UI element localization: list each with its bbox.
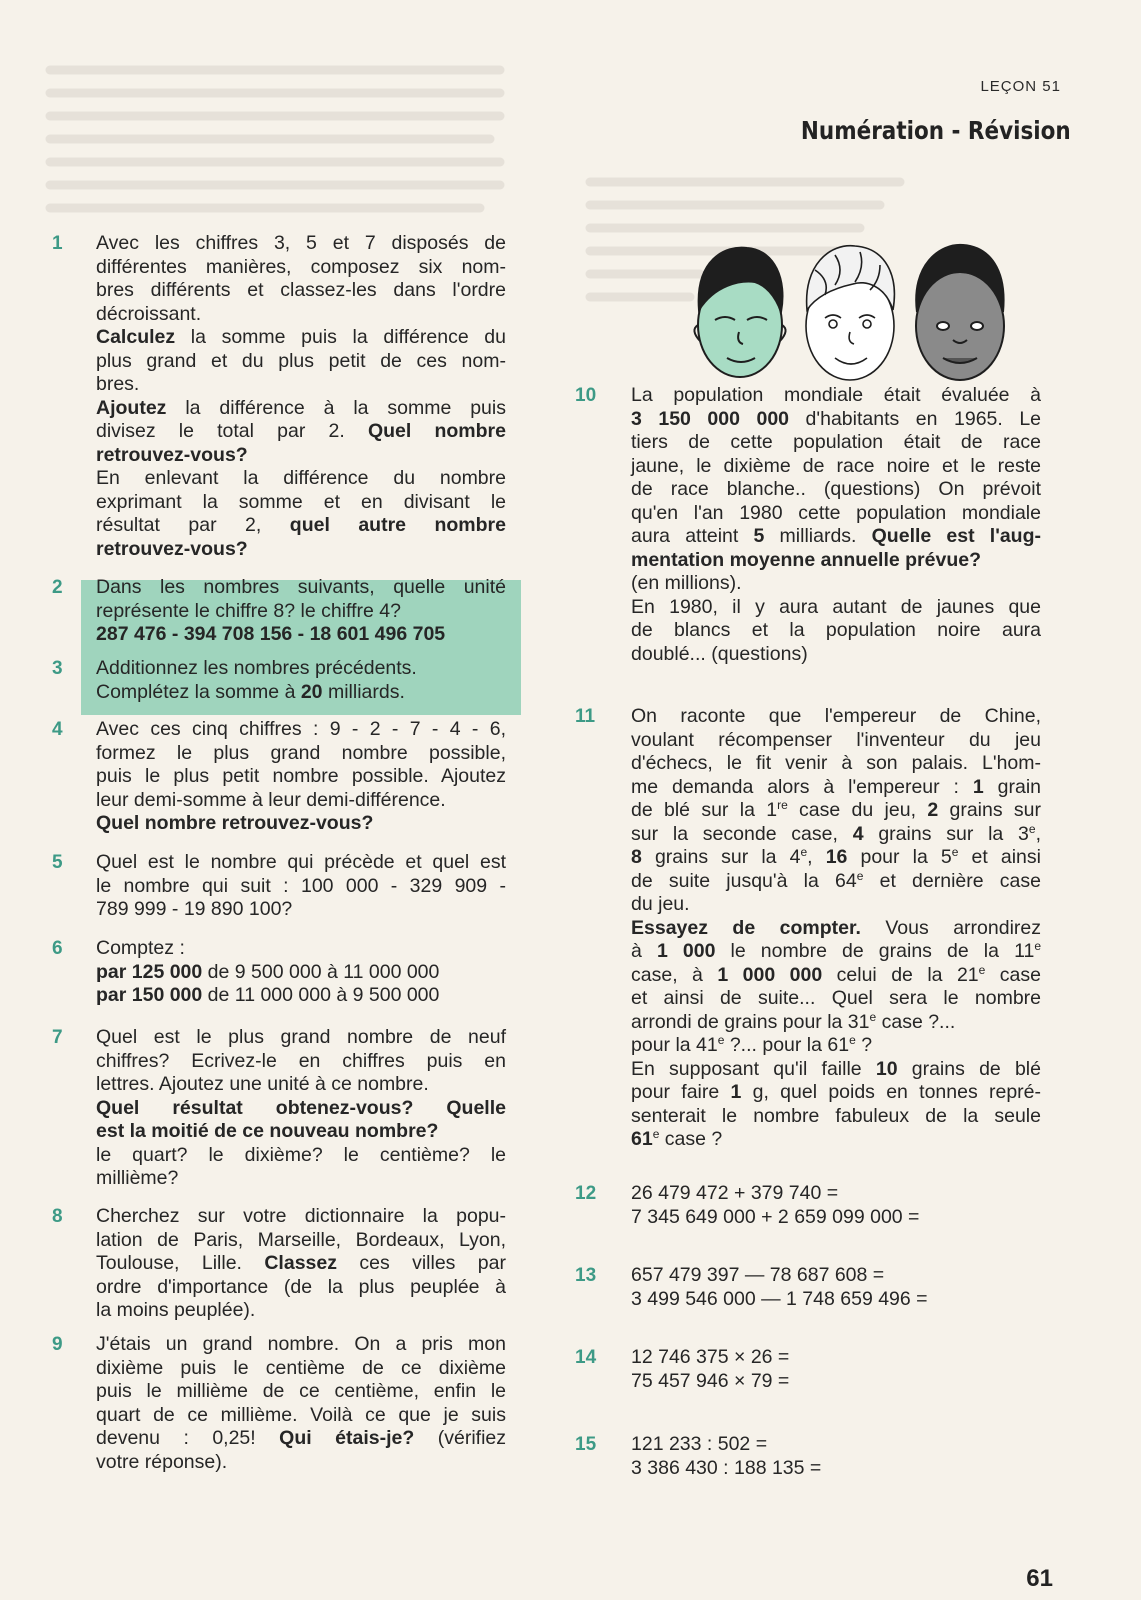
text-line: pour faire 1 g, quel poids en tonnes repré- — [631, 1081, 1041, 1103]
exercise-number: 2 — [52, 577, 63, 598]
text-line: millième? — [96, 1167, 179, 1189]
text-line: la moins peuplée). — [96, 1299, 256, 1321]
text-line: de suite jusqu'à la 64e et dernière case — [631, 868, 1041, 892]
text-line: le quart? le dixième? le centième? le — [96, 1143, 506, 1166]
text-line: voulant récompenser l'inventeur du jeu — [631, 728, 1041, 751]
exercise-number: 8 — [52, 1206, 63, 1227]
text-line: par 150 000 de 11 000 000 à 9 500 000 — [96, 984, 440, 1006]
text-line: doublé... (questions) — [631, 642, 808, 665]
face-right-icon — [916, 245, 1004, 380]
text-line: exprimant la somme et en divisant le — [96, 490, 506, 513]
text-line: aura atteint 5 milliards. Quelle est l'aug- — [631, 525, 1041, 547]
text-line: Calculez la somme puis la différence du — [96, 326, 506, 348]
text-line: En enlevant la différence du nombre — [96, 467, 506, 489]
text-line: Complétez la somme à 20 milliards. — [96, 680, 405, 703]
lesson-label: LEÇON 51 — [980, 78, 1061, 95]
text-line: 3 386 430 : 188 135 = — [631, 1456, 822, 1479]
text-line: On raconte que l'empereur de Chine, — [631, 705, 1041, 727]
text-line: dixième puis le centième de ce dixième — [96, 1356, 506, 1379]
exercise-4 — [52, 718, 506, 836]
text-line: case, à 1 000 000 celui de la 21e case — [631, 962, 1041, 986]
text-line: 789 999 - 19 890 100? — [96, 898, 293, 920]
text-line: 3 150 000 000 d'habitants en 1965. Le — [631, 407, 1042, 430]
text-line: retrouvez-vous? — [96, 537, 248, 560]
text-line: à 1 000 le nombre de grains de la 11e — [631, 939, 1041, 962]
text-line: par 125 000 de 9 500 000 à 11 000 000 — [96, 960, 440, 983]
text-line: ordre d'importance (de la plus peuplée à — [96, 1275, 506, 1298]
text-line: J'étais un grand nombre. On a pris mon — [96, 1333, 506, 1355]
text-line: tiers de cette population était de race — [631, 431, 1041, 453]
text-line: 61e case ? — [631, 1127, 723, 1150]
text-line: bres différents et classez-les dans l'ordre — [96, 279, 506, 301]
exercise-2 — [52, 576, 506, 647]
exercise-9 — [52, 1333, 506, 1474]
text-line: Quel est le nombre qui précède et quel est — [96, 851, 506, 873]
exercise-number: 1 — [52, 233, 63, 254]
text-line: 287 476 - 394 708 156 - 18 601 496 705 — [96, 623, 446, 645]
exercise-number: 10 — [575, 385, 597, 406]
exercise-6 — [52, 937, 506, 1008]
text-line: décroissant. — [96, 302, 202, 325]
exercise-5 — [52, 851, 506, 922]
text-line: le nombre qui suit : 100 000 - 329 909 - — [96, 874, 506, 897]
text-line: lation de Paris, Marseille, Bordeaux, Lyon, — [96, 1228, 506, 1251]
exercise-number: 14 — [575, 1347, 597, 1368]
text-line: est la moitié de ce nouveau nombre? — [96, 1120, 439, 1142]
text-line: La population mondiale était évaluée à — [631, 384, 1041, 406]
exercise-3 — [52, 657, 506, 704]
text-line: chiffres? Ecrivez-le en chiffres puis en — [96, 1049, 506, 1072]
exercise-14 — [575, 1346, 1041, 1393]
text-line: sur la seconde case, 4 grains sur la 3e, — [631, 821, 1041, 845]
text-line: Cherchez sur votre dictionnaire la popu- — [96, 1205, 506, 1227]
text-line: du jeu. — [631, 893, 690, 915]
text-line: résultat par 2, quel autre nombre — [96, 514, 506, 536]
exercise-number: 9 — [52, 1334, 63, 1355]
text-line: Quel résultat obtenez-vous? Quelle — [96, 1096, 506, 1119]
face-middle-icon — [806, 246, 894, 380]
exercise-number: 3 — [52, 658, 63, 679]
text-line: qu'en l'an 1980 cette population mondiale — [631, 501, 1041, 524]
text-line: formez le plus grand nombre possible, — [96, 741, 506, 764]
text-line: En 1980, il y aura autant de jaunes que — [631, 595, 1041, 618]
text-line: Quel nombre retrouvez-vous? — [96, 812, 374, 834]
text-line: jaune, le dixième de race noire et le reste — [631, 454, 1041, 477]
exercise-number: 11 — [575, 706, 596, 727]
text-line: Ajoutez la différence à la somme puis — [96, 396, 506, 419]
text-line: En supposant qu'il faille 10 grains de blé — [631, 1057, 1041, 1080]
text-line: Additionnez les nombres précédents. — [96, 657, 417, 679]
text-line: Quel est le plus grand nombre de neuf — [96, 1026, 506, 1048]
text-line: leur demi-somme à leur demi-différence. — [96, 788, 446, 811]
text-line: retrouvez-vous? — [96, 443, 248, 466]
text-line: 8 grains sur la 4e, 16 pour la 5e et ainsi — [631, 845, 1041, 868]
text-line: Essayez de compter. Vous arrondirez — [631, 916, 1041, 939]
text-line: différentes manières, composez six nom- — [96, 255, 506, 278]
text-line: divisez le total par 2. Quel nombre — [96, 420, 506, 442]
text-line: puis le millième de ce centième, enfin le — [96, 1380, 506, 1402]
text-line: 3 499 546 000 — 1 748 659 496 = — [631, 1287, 928, 1310]
exercise-7 — [52, 1026, 506, 1191]
exercise-15 — [575, 1433, 1041, 1480]
text-line: de blé sur la 1re case du jeu, 2 grains sur — [631, 798, 1041, 821]
exercise-11 — [575, 705, 1041, 1152]
text-line: quart de ce millième. Voilà ce que je suis — [96, 1403, 506, 1426]
text-line: (en millions). — [631, 572, 742, 594]
exercise-12 — [575, 1182, 1041, 1229]
text-line: senterait le nombre fabuleux de la seule — [631, 1104, 1041, 1127]
text-line: Dans les nombres suivants, quelle unité — [96, 576, 506, 598]
children-faces-illustration — [685, 240, 1015, 390]
page-title: Numération - Révision — [801, 116, 1071, 145]
text-line: me demanda alors à l'empereur : 1 grain — [631, 775, 1041, 798]
text-line: et ainsi de suite... Quel sera le nombre — [631, 987, 1041, 1009]
exercise-number: 6 — [52, 938, 63, 959]
exercise-1 — [52, 232, 506, 561]
text-line: lettres. Ajoutez une unité à ce nombre. — [96, 1073, 429, 1095]
exercise-number: 15 — [575, 1434, 597, 1455]
text-line: 26 479 472 + 379 740 = — [631, 1182, 839, 1204]
text-line: votre réponse). — [96, 1450, 228, 1473]
text-line: arrondi de grains pour la 31e case ?... — [631, 1009, 956, 1033]
text-line: de blancs et la population noire aura — [631, 619, 1041, 641]
text-line: mentation moyenne annuelle prévue? — [631, 548, 981, 571]
exercise-number: 4 — [52, 719, 63, 740]
text-line: 7 345 649 000 + 2 659 099 000 = — [631, 1205, 920, 1228]
text-line: 657 479 397 — 78 687 608 = — [631, 1264, 885, 1286]
exercise-number: 12 — [575, 1183, 597, 1204]
text-line: représente le chiffre 8? le chiffre 4? — [96, 599, 401, 622]
text-line: pour la 41e ?... pour la 61e ? — [631, 1033, 873, 1056]
exercise-number: 5 — [52, 852, 63, 873]
text-line: 12 746 375 × 26 = — [631, 1346, 790, 1368]
exercise-13 — [575, 1264, 1041, 1311]
text-line: devenu : 0,25! Qui étais-je? (vérifiez — [96, 1427, 506, 1449]
text-line: plus grand et du plus petit de ces nom- — [96, 349, 506, 372]
page-number: 61 — [1026, 1565, 1053, 1592]
text-line: de race blanche.. (questions) On prévoit — [631, 478, 1041, 500]
exercise-number: 13 — [575, 1265, 597, 1286]
text-line: puis le plus petit nombre possible. Ajoutez — [96, 765, 506, 787]
text-line: Avec ces cinq chiffres : 9 - 2 - 7 - 4 - 6, — [96, 718, 506, 740]
text-line: bres. — [96, 373, 140, 395]
text-line: 121 233 : 502 = — [631, 1433, 768, 1455]
face-left-icon — [694, 248, 785, 377]
text-line: Toulouse, Lille. Classez ces villes par — [96, 1252, 506, 1274]
text-line: d'échecs, le fit venir à son palais. L'hom- — [631, 752, 1041, 774]
text-line: 75 457 946 × 79 = — [631, 1369, 790, 1392]
exercise-number: 7 — [52, 1027, 63, 1048]
text-line: Avec les chiffres 3, 5 et 7 disposés de — [96, 232, 506, 254]
exercise-8 — [52, 1205, 506, 1323]
text-line: Comptez : — [96, 937, 185, 959]
exercise-10 — [575, 384, 1042, 666]
